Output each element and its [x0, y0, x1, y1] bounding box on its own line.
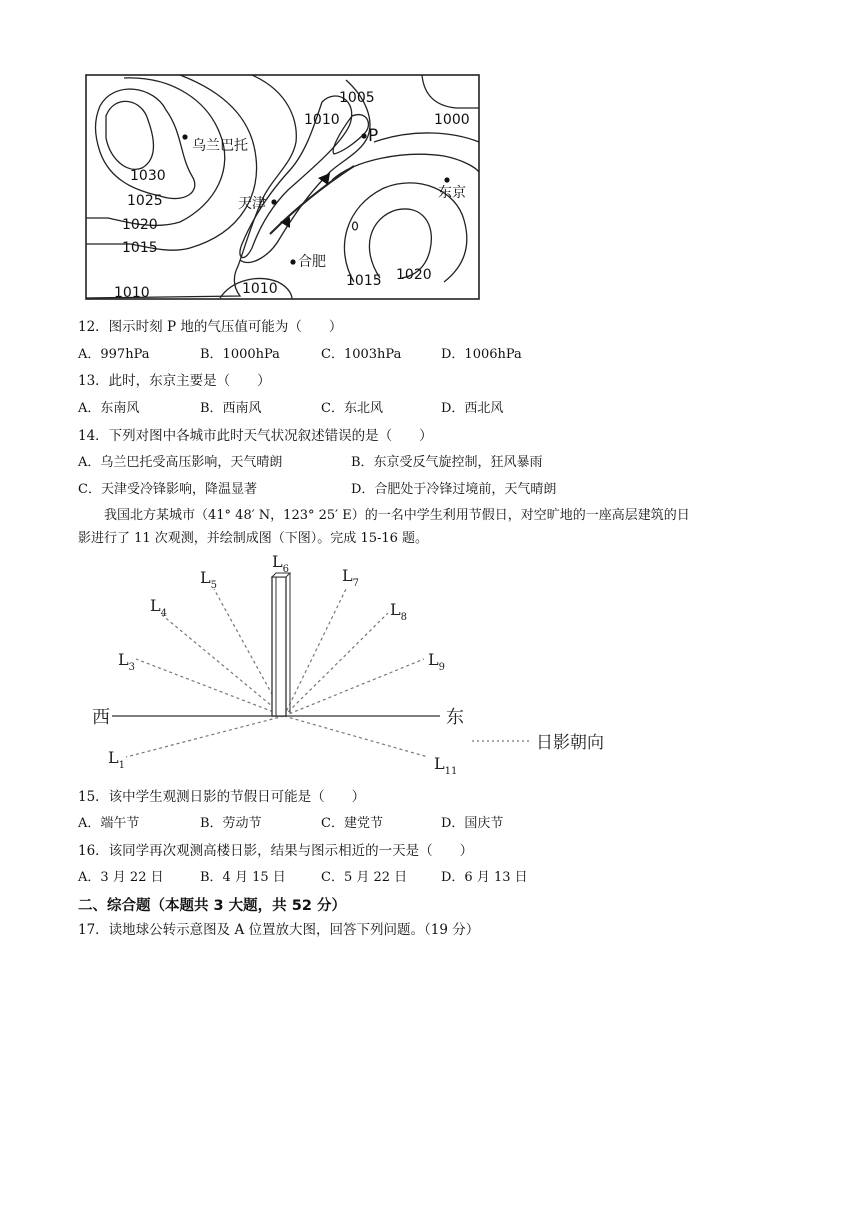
- shadow-line-l9: [284, 659, 424, 716]
- map-frame: [86, 75, 479, 299]
- city-dot: [444, 177, 449, 182]
- q15-option-b: B．劳动节: [200, 816, 262, 831]
- q14-option-c: C．天津受冷锋影响，降温显著: [78, 482, 257, 497]
- city-dot: [182, 134, 187, 139]
- isobar-label: 1020: [396, 267, 432, 283]
- shadow-diagram: [90, 553, 650, 783]
- q15-option-c: C．建党节: [321, 816, 383, 831]
- q13-option-a: A．东南风: [78, 401, 140, 416]
- cold-front: [270, 166, 354, 234]
- city-dot: [361, 133, 366, 138]
- isobar-label: 1030: [130, 168, 166, 184]
- question-16: 16．该同学再次观测高楼日影，结果与图示相近的一天是（ ）: [78, 843, 474, 859]
- passage-line-1: 我国北方某城市（41° 48′ N，123° 25′ E）的一名中学生利用节假日，对空旷地的一座高层建筑的日: [104, 508, 690, 523]
- q12-option-b: B．1000hPa: [200, 347, 280, 362]
- label-l8: $L_8$: [390, 600, 407, 623]
- building: [272, 577, 286, 716]
- shadow-line-l3: [136, 659, 284, 716]
- shadow-line-l7: [284, 589, 346, 716]
- q12-option-d: D．1006hPa: [441, 347, 522, 362]
- label-l5: $L_5$: [200, 568, 217, 591]
- q14-option-b: B．东京受反气旋控制，狂风暴雨: [351, 455, 543, 470]
- isobar-label: 1020: [122, 217, 158, 233]
- isobar-label: 1010: [114, 285, 150, 301]
- city-hefei: 合肥: [298, 254, 326, 270]
- shadow-line-l4: [162, 615, 284, 716]
- isobar-east-1: [374, 133, 479, 142]
- legend-label: 日影朝向: [536, 733, 604, 753]
- question-15: 15．该中学生观测日影的节假日可能是（ ）: [78, 789, 366, 805]
- label-l1: $L_1$: [108, 748, 125, 771]
- isobar-1010-west: [86, 75, 296, 298]
- q14-option-a: A．乌兰巴托受高压影响，天气晴朗: [78, 455, 283, 470]
- q16-option-c: C．5 月 22 日: [321, 870, 408, 885]
- label-l9: $L_9$: [428, 650, 445, 673]
- city-tokyo: 东京: [438, 185, 466, 201]
- isobar-label: 1010: [242, 281, 278, 297]
- q12-option-a: A．997hPa: [78, 347, 150, 362]
- question-12: 12．图示时刻 P 地的气压值可能为（ ）: [78, 319, 343, 335]
- isobar-1000: [422, 75, 479, 108]
- question-13: 13．此时，东京主要是（ ）: [78, 373, 271, 389]
- isobar-small-oval: [353, 222, 358, 230]
- q16-option-d: D．6 月 13 日: [441, 870, 528, 885]
- q15-option-a: A．端午节: [78, 816, 140, 831]
- question-17: 17．读地球公转示意图及 A 位置放大图，回答下列问题。（19 分）: [78, 922, 480, 938]
- city-dot: [271, 199, 276, 204]
- point-p: P: [368, 126, 379, 146]
- isobar-1030: [106, 101, 153, 169]
- isobar-label: 1005: [339, 90, 375, 106]
- q13-option-d: D．西北风: [441, 401, 504, 416]
- label-east: 东: [446, 707, 464, 728]
- passage-line-2: 影进行了 11 次观测，并绘制成图（下图）。完成 15-16 题。: [78, 531, 429, 546]
- city-ulaanbaatar: 乌兰巴托: [192, 138, 248, 154]
- section-2-title: 二、综合题（本题共 3 大题，共 52 分）: [78, 898, 346, 914]
- isobar-label: 1010: [304, 112, 340, 128]
- label-l3: $L_3$: [118, 650, 135, 673]
- passage: [78, 504, 798, 550]
- city-dot: [290, 259, 295, 264]
- isobar-label: 1000: [434, 112, 470, 128]
- isobar-map: [84, 72, 484, 304]
- q12-option-c: C．1003hPa: [321, 347, 402, 362]
- label-l11: $L_{11}$: [434, 754, 458, 777]
- label-l6: $L_6$: [272, 553, 289, 575]
- label-west: 西: [92, 707, 110, 728]
- shadow-line-l8: [284, 613, 388, 716]
- q15-option-d: D．国庆节: [441, 816, 504, 831]
- label-l7: $L_7$: [342, 566, 359, 589]
- q13-option-b: B．西南风: [200, 401, 262, 416]
- question-14: 14．下列对图中各城市此时天气状况叙述错误的是（ ）: [78, 428, 433, 444]
- isobar-label: 1015: [346, 273, 382, 289]
- city-tianjin: 天津: [238, 196, 266, 212]
- shadow-line-l1: [126, 716, 284, 757]
- shadow-line-l11: [284, 716, 428, 757]
- q16-option-a: A．3 月 22 日: [78, 870, 164, 885]
- isobar-label: 1025: [127, 193, 163, 209]
- q14-option-d: D．合肥处于冷锋过境前，天气晴朗: [351, 482, 557, 497]
- q13-option-c: C．东北风: [321, 401, 383, 416]
- isobar-label: 1015: [122, 240, 158, 256]
- label-l4: $L_4$: [150, 596, 167, 619]
- q16-option-b: B．4 月 15 日: [200, 870, 286, 885]
